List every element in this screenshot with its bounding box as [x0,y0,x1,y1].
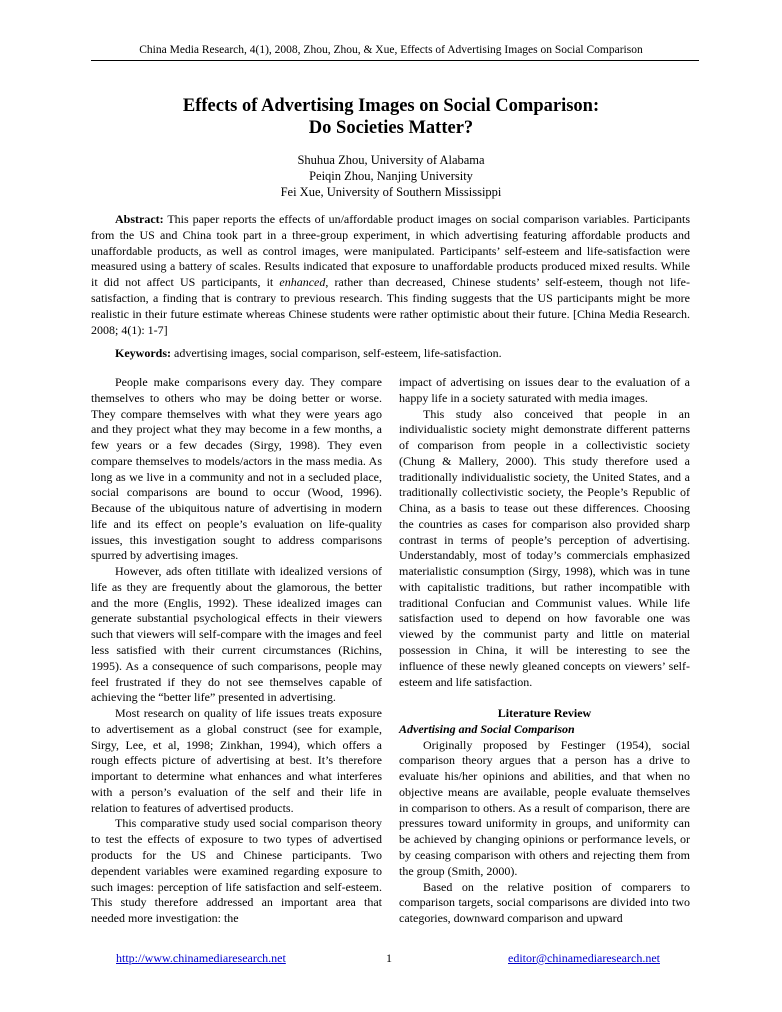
abstract-label: Abstract: [115,212,164,226]
keywords [91,346,690,362]
editor-email-link[interactable]: editor@chinamediaresearch.net [508,951,660,965]
body-paragraph: Based on the relative position of comparers to comparison targets, social comparisons are divided into two categories, downward comparison and upward [399,879,690,926]
subsection-heading: Advertising and Social Comparison [399,721,575,736]
right-column [399,375,690,927]
abstract-text-1: This paper reports the effects of un/affordable product images on social comparison variables. Participants from the US and China took part in a three-group experiment, in which advertising featuring affordable products and unaffordable products, as well as control images, were manipulated. Participants’ self-esteem and life-satisfaction were measured using a battery of scales. Results indicated that exposure to unaffordable products produced mixed results. While it did not affect US participants, it [91,212,690,290]
keywords-label: Keywords: [115,346,171,360]
page-number: 1 [386,951,392,965]
body-paragraph: This comparative study used social comparison theory to test the effects of exposure to two types of advertised products for the US and Chinese participants. Two dependent variables were examined regarding exposure to such images: perception of life satisfaction and self-esteem. This study therefore addressed an important area that needed more investigation: the [91,816,382,926]
left-column [91,375,382,927]
author-3: Fei Xue, University of Southern Mississippi [280,185,502,199]
author-1: Shuhua Zhou, University of Alabama [297,153,485,167]
title-line-2: Do Societies Matter? [308,118,474,138]
body-paragraph-continued: impact of advertising on issues dear to the evaluation of a happy life in a society saturated with media images. [399,375,690,405]
running-head: China Media Research, 4(1), 2008, Zhou, Zhou, & Xue, Effects of Advertising Images on Social Comparison [139,44,643,56]
body-paragraph: However, ads often titillate with idealized versions of life as they are frequently about the glamorous, the better and the more (Englis, 1992). These idealized images can generate substantial psychological effects in their viewers such that viewers will self-compare with the images and feel less satisfied with their current circumstances (Richins, 1995). As a consequence of such comparisons, people may feel frustrated if they do not see themselves capable of achieving the “better life” presented in advertising. [91,564,382,705]
body-paragraph: Most research on quality of life issues treats exposure to advertisement as a global construct (see for example, Sirgy, Lee, et al, 1998; Zinkhan, 1994), which offers a rough effects picture of advertising at best. It’s therefore important to determine what enhances and what interferes with a person’s evaluation of the self and their life in relation to features of advertised products. [91,706,382,815]
abstract-text-2: , rather than decreased, Chinese students’ self-esteem, though not life-satisfaction, a finding that is contrary to previous research. This finding suggests that the US participants might be more realistic in their future estimate whereas Chinese students were rather optimistic about their future. [China Media Research. 2008; 4(1): 1-7] [91,275,690,337]
author-2: Peiqin Zhou, Nanjing University [309,169,473,183]
paper-title [90,95,692,139]
body-paragraph: Originally proposed by Festinger (1954), social comparison theory argues that a person has a drive to evaluate his/her opinions and abilities, and that when no objective means are available, people evaluate themselves in comparison to others. As a result of comparison, there are pressures toward uniformity in groups, and uniformity can be achieved by changing opinions or performance levels, or by ceasing comparison with others and rejecting them from the group (Smith, 2000). [399,737,690,878]
header-rule [91,60,699,61]
body-paragraph: This study also conceived that people in an individualistic society might demonstrate different patterns of comparison from people in a collectivistic society (Chung & Mallery, 2000). This study therefore used a traditionally individualistic society, the United States, and a traditionally collectivistic society, the People’s Republic of China, as a basis to tease out these differences. Choosing the countries as cases for comparison also provided sharp contrast in terms of people’s perception of advertising. Understandably, most of today’s commercials emphasized materialistic consumption (Sirgy, 1998), which was in tune with capitalistic traditions, but rather incompatible with traditional Confucian and Communist values. While life satisfaction used to depend on how favorable one was viewed by the communist party and little on material possession in China, it will be interesting to see the influence of these newly gleaned concepts on viewers’ self-esteem and life satisfaction. [399,406,690,689]
keywords-text: advertising images, social comparison, self-esteem, life-satisfaction. [171,346,502,360]
body-paragraph: People make comparisons every day. They compare themselves to others who may be doing better or worse. They compare themselves with what they were years ago and they project what they may become in a few months, a few years or a few decades (Sirgy, 1998). They even compare themselves to models/actors in the mass media. As long as we live in a community and not in a secluded place, social comparisons are bound to occur (Wood, 1996). Because of the ubiquitous nature of advertising in modern life and its effect on people’s evaluation on life-quality issues, this investigation sought to address comparisons spurred by advertising images. [91,375,382,563]
author-block [90,152,692,200]
abstract [91,212,690,338]
section-heading: Literature Review [497,706,592,721]
journal-website-link[interactable]: http://www.chinamediaresearch.net [116,951,286,965]
title-line-1: Effects of Advertising Images on Social Comparison: [182,96,600,116]
abstract-emphasis: enhanced [279,275,326,290]
